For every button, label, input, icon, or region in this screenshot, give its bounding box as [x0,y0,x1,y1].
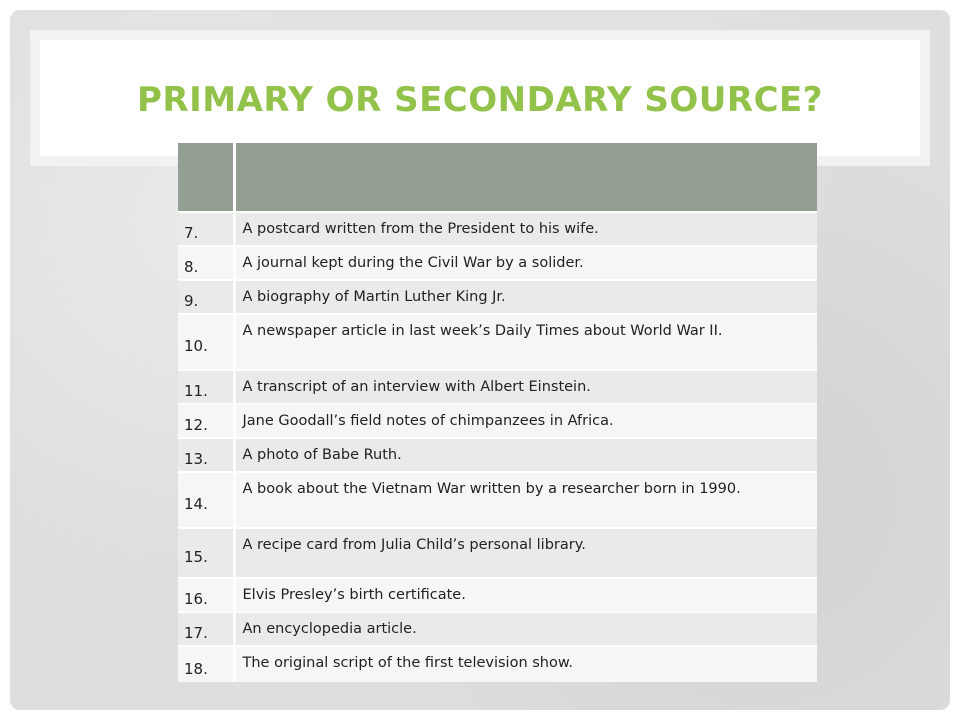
item-number: 12. [178,404,234,438]
item-number: 11. [178,370,234,404]
sources-table-container [178,143,817,682]
item-description: A journal kept during the Civil War by a solider. [234,246,817,280]
table-header-row [178,143,817,212]
item-number: 9. [178,280,234,314]
item-number: 13. [178,438,234,472]
table-row [178,370,817,404]
item-description: A transcript of an interview with Albert Einstein. [234,370,817,404]
item-description: A book about the Vietnam War written by a researcher born in 1990. [234,472,817,528]
item-number: 8. [178,246,234,280]
table-row [178,212,817,246]
item-number: 16. [178,578,234,612]
table-row [178,246,817,280]
item-number: 14. [178,472,234,528]
table-row [178,472,817,528]
item-number: 18. [178,646,234,682]
item-number: 17. [178,612,234,646]
table-body [178,212,817,682]
item-description: A photo of Babe Ruth. [234,438,817,472]
item-number: 10. [178,314,234,370]
sources-table [178,143,817,682]
table-row [178,646,817,682]
table-row [178,404,817,438]
table-row [178,612,817,646]
item-description: The original script of the first television show. [234,646,817,682]
header-cell-description [234,143,817,212]
table-row [178,578,817,612]
table-row [178,280,817,314]
table-row [178,438,817,472]
item-number: 15. [178,528,234,578]
item-description: A recipe card from Julia Child’s personal library. [234,528,817,578]
item-description: A newspaper article in last week’s Daily Times about World War II. [234,314,817,370]
item-description: A postcard written from the President to his wife. [234,212,817,246]
slide-title: PRIMARY OR SECONDARY SOURCE? [136,80,823,120]
item-description: A biography of Martin Luther King Jr. [234,280,817,314]
item-description: Elvis Presley’s birth certificate. [234,578,817,612]
header-cell-number [178,143,234,212]
table-row [178,528,817,578]
item-description: An encyclopedia article. [234,612,817,646]
table-row [178,314,817,370]
item-description: Jane Goodall’s field notes of chimpanzees in Africa. [234,404,817,438]
item-number: 7. [178,212,234,246]
